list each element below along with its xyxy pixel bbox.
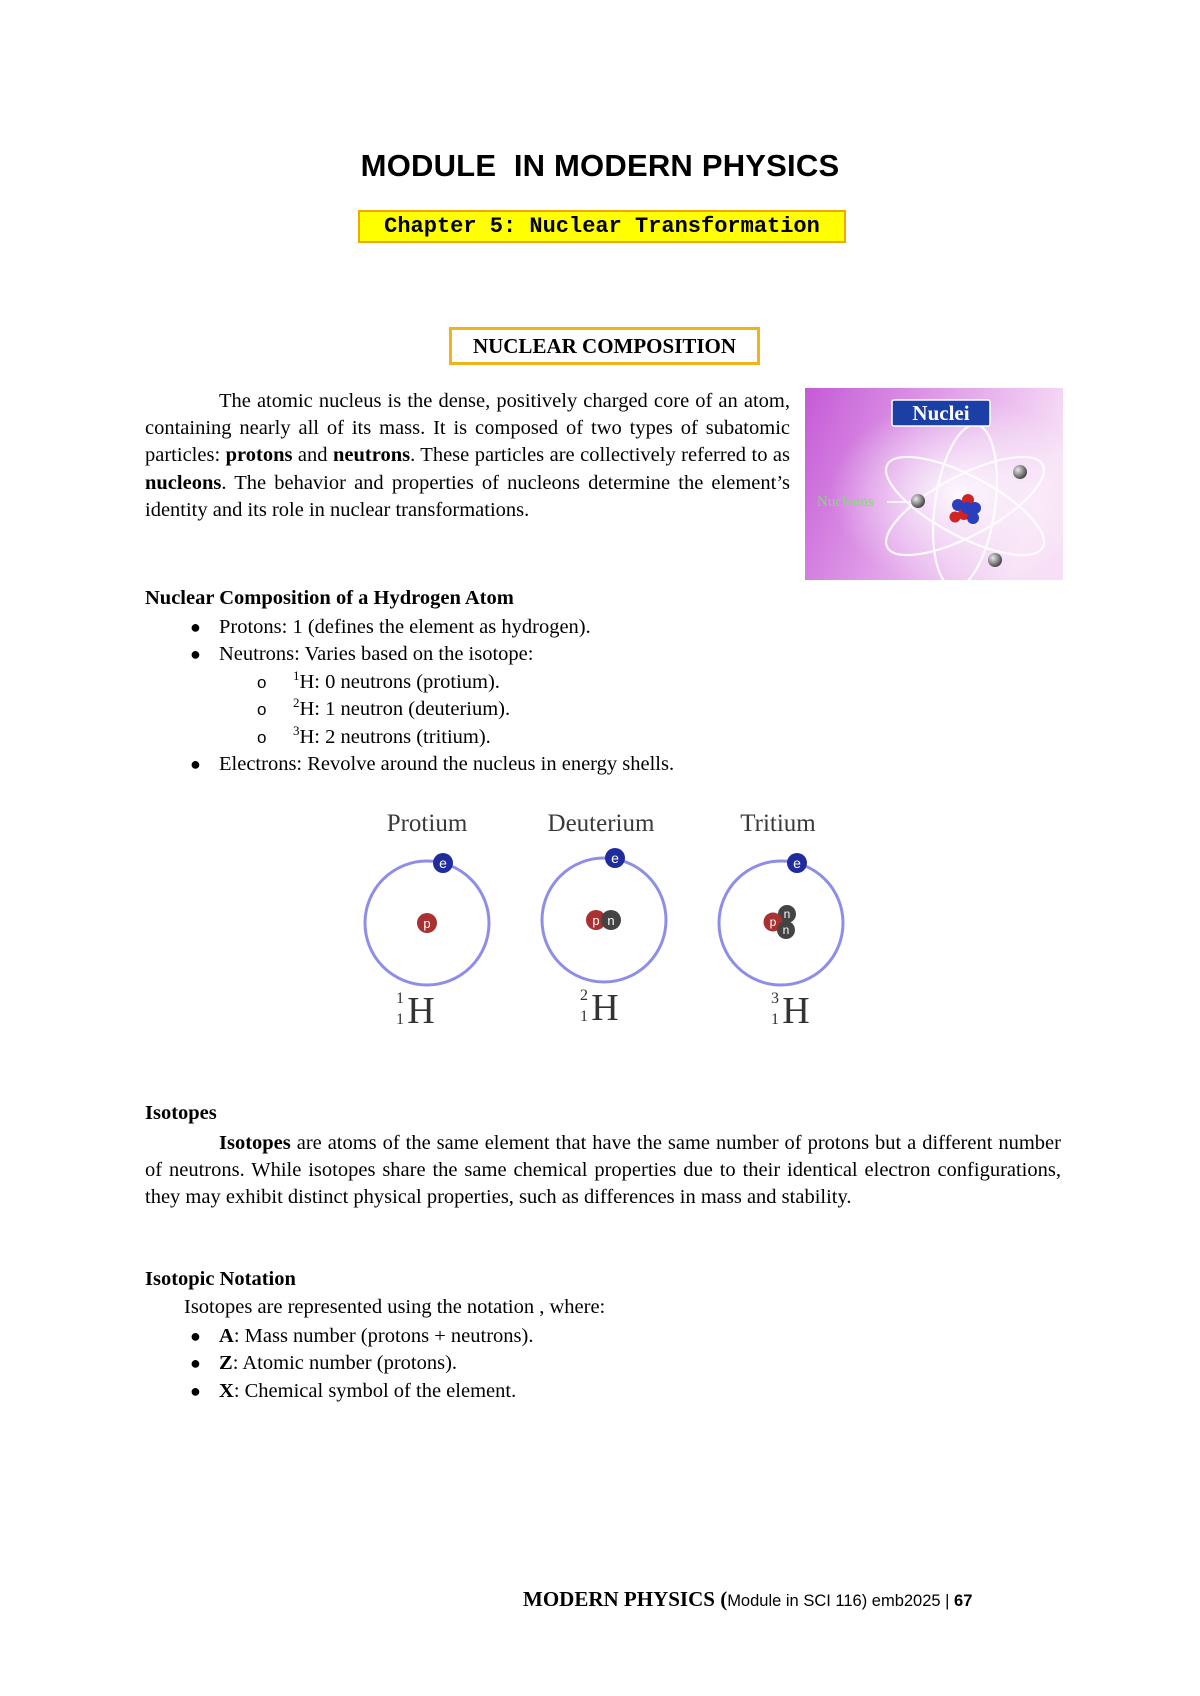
hydrogen-heading: Nuclear Composition of a Hydrogen Atom [145,587,514,609]
atomic-number: 1 [771,1011,779,1028]
tritium-atom [719,810,843,1032]
element-symbol: H [407,990,435,1032]
list-item: ● Electrons: Revolve around the nucleus in energy shells. [190,753,675,776]
sub-list-item: o $^2$H: 1 neutron (deuterium). [257,695,511,721]
mass-number: 2 [580,987,588,1004]
list-item: ● X: Chemical symbol of the element. [190,1379,517,1402]
atomic-number: 1 [580,1008,588,1025]
sub-list-item: o $^3$H: 2 neutrons (tritium). [257,722,491,748]
isotopes-paragraph: Isotopes are atoms of the same element that have the same number of protons but a different number of neutrons. While isotopes share the same chemical properties due to their identical electron configurations, they may exhibit distinct physical properties, such as differences in mass and stability. [145,1132,1061,1209]
svg-text:n: n [782,923,790,937]
term-isotopes: Isotopes [219,1132,291,1154]
svg-text:e: e [793,855,801,871]
mass-number: 1 [396,990,404,1007]
deuterium-atom [542,810,666,1029]
svg-text:e: e [439,855,447,871]
electron-ball [911,494,925,508]
element-symbol: H [782,990,810,1032]
list-item: ● Z: Atomic number (protons). [190,1352,458,1375]
isotopes-heading: Isotopes [145,1102,217,1124]
list-item: ● A: Mass number (protons + neutrons). [190,1325,534,1347]
notation-intro: Isotopes are represented using the notation , where: [184,1296,606,1318]
svg-text:n: n [607,913,615,928]
chapter-title: Chapter 5: Nuclear Transformation [358,210,846,243]
svg-text:p: p [592,913,600,928]
intro-paragraph: The atomic nucleus is the dense, positively charged core of an atom, containing nearly all of its mass. It is composed of two types of subatomic particles: protons and neutrons. These particles are collectively referred to as nucleons. The behavior and properties of nucleons determine the element’s identity and its role in nuclear transformations. [145,390,790,521]
atomic-number: 1 [396,1011,404,1028]
section-title: NUCLEAR COMPOSITION [449,327,760,365]
hydrogen-isotopes-figure [350,805,850,1050]
mass-number: 3 [771,990,779,1007]
page-number: 67 [954,1592,973,1610]
list-item: ● Protons: 1 (defines the element as hydrogen). [190,616,591,638]
footer-module: Module in SCI 116) emb2025 | [727,1592,955,1610]
electron-ball [988,553,1002,567]
page-footer: MODERN PHYSICS (Module in SCI 116) emb2025 | 67 [523,1587,973,1611]
svg-text:p: p [423,916,431,931]
notation-list [145,1323,845,1405]
atom-name: Tritium [740,810,816,837]
element-symbol: H [591,987,619,1029]
term-neutrons: neutrons [332,444,411,467]
nuclei-image [805,388,1063,580]
svg-text:p: p [769,915,777,929]
nuclei-title: Nuclei [912,401,970,425]
list-item: ● Neutrons: Varies based on the isotope: [190,643,534,666]
term-protons: protons [225,444,293,467]
footer-title: MODERN PHYSICS [523,1587,715,1611]
nucleons-label: Nucleons [817,494,874,510]
protium-atom [365,810,489,1032]
hydrogen-list [145,614,845,778]
atom-name: Protium [386,810,468,837]
atom-name: Deuterium [547,810,655,837]
svg-text:e: e [611,850,619,866]
sub-list-item: o $^1$H: 0 neutrons (protium). [257,667,500,693]
term-nucleons: nucleons [145,471,222,494]
svg-text:n: n [783,907,791,921]
document-title: MODULE IN MODERN PHYSICS [360,148,840,183]
electron-ball [1013,465,1027,479]
notation-heading: Isotopic Notation [145,1268,296,1290]
